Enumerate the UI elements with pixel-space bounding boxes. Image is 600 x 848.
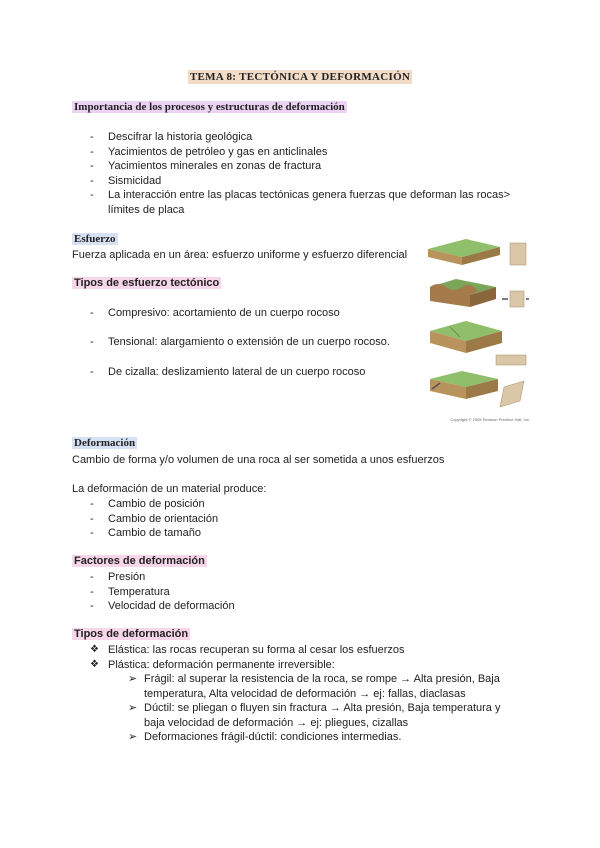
list-item: - Yacimientos minerales en zonas de fractura — [90, 160, 322, 172]
list-item: - Cambio de tamaño — [90, 527, 201, 539]
stress-types-figure — [426, 235, 530, 425]
factores-list — [90, 570, 530, 614]
section-heading-factores: Factores de deformación — [74, 555, 205, 567]
list-item: - Descifrar la historia geológica — [90, 131, 253, 143]
deformacion-definition: Cambio de forma y/o volumen de una roca al ser sometida a unos esfuerzos — [72, 454, 445, 466]
list-item: - Cambio de posición — [90, 498, 205, 510]
list-item: - Temperatura — [90, 585, 170, 598]
section-heading-tipos-deformacion: Tipos de deformación — [74, 628, 189, 640]
list-item: ❖ Elástica: las rocas recuperan su forma al cesar los esfuerzos — [90, 644, 405, 656]
section-heading-esfuerzo: Esfuerzo — [74, 233, 116, 245]
section-heading-tipos-esfuerzo: Tipos de esfuerzo tectónico — [74, 277, 220, 289]
deformacion-list — [90, 497, 530, 541]
list-item: - Cambio de orientación — [90, 512, 219, 525]
arrow-bullet-icon: ➢ — [128, 673, 138, 685]
tipos-esfuerzo-item-3: - De cizalla: deslizamiento lateral de un cuerpo rocoso — [90, 366, 366, 378]
list-item: - Yacimientos de petróleo y gas en anticlinales — [90, 145, 328, 158]
figure-caption: Copyright © 2005 Pearson Prentice Hall, Inc. — [450, 417, 530, 422]
list-item: ➢ Frágil: al superar la resistencia de la roca, se rompe → Alta presión, Baja temperatura, Alta velocidad de deformación → ej: fallas, diaclasas — [128, 673, 500, 700]
list-item: - Presión — [90, 571, 146, 583]
section-heading-deformacion: Deformación — [74, 437, 136, 449]
list-item: - La interacción entre las placas tectónicas genera fuerzas que deforman las rocas> límites de placa — [90, 189, 511, 216]
page-title: TEMA 8: TECTÓNICA Y DEFORMACIÓN — [189, 71, 411, 83]
deformacion-intro: La deformación de un material produce: — [72, 483, 267, 495]
list-item: ❖ Plástica: deformación permanente irreversible: — [90, 658, 335, 671]
section-heading-importancia: Importancia de los procesos y estructuras de deformación — [74, 101, 345, 113]
list-item: - Sismicidad — [90, 174, 162, 187]
importancia-list — [90, 130, 530, 217]
arrow-bullet-icon: ➢ — [128, 702, 138, 714]
diamond-bullet-icon: ❖ — [90, 658, 99, 670]
diamond-bullet-icon: ❖ — [90, 644, 99, 655]
arrow-bullet-icon: ➢ — [128, 731, 138, 743]
list-item: - Velocidad de deformación — [90, 600, 235, 612]
esfuerzo-definition: Fuerza aplicada en un área: esfuerzo uniforme y esfuerzo diferencial — [72, 249, 408, 261]
tipos-esfuerzo-item-2: - Tensional: alargamiento o extensión de un cuerpo rocoso. — [90, 336, 390, 348]
tipos-deformacion-list — [90, 643, 530, 672]
list-item: ➢ Deformaciones frágil-dúctil: condiciones intermedias. — [128, 731, 402, 743]
list-item: ➢ Dúctil: se pliegan o fluyen sin fractura → Alta presión, Baja temperatura y baja velocidad de deformación → ej: pliegues, cizallas — [128, 702, 501, 729]
tipos-esfuerzo-item-1: - Compresivo: acortamiento de un cuerpo rocoso — [90, 307, 340, 319]
stress-types-illustration — [426, 235, 530, 425]
plastica-sublist — [128, 672, 518, 745]
